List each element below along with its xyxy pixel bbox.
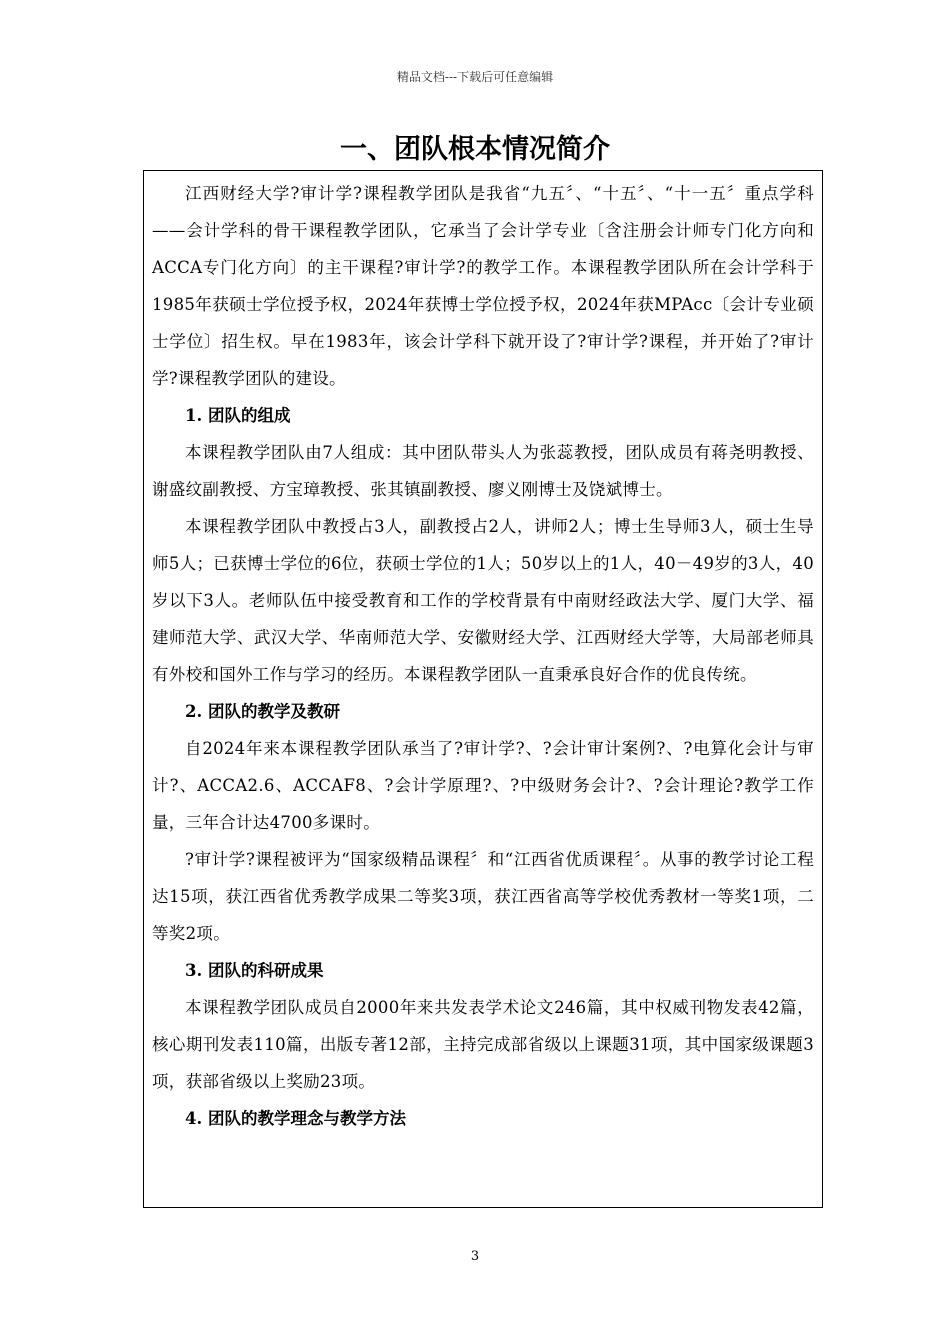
teaching-paragraph-courses: 自2024年来本课程教学团队承当了?审计学?、?会计审计案例?、?电算化会计与审计?、ACCA2.6、ACCAF8、?会计学原理?、?中级财务会计?、?会计理论?教学工作量，三年合计达4700多课时。 (152, 739, 814, 832)
section-heading-teaching: 2. 团队的教学及教研 (185, 702, 340, 721)
section-heading-composition: 1. 团队的组成 (185, 406, 291, 425)
page-number: 3 (470, 1249, 480, 1264)
page-title: 一、团队根本情况简介 (340, 134, 610, 165)
section-heading-philosophy: 4. 团队的教学理念与教学方法 (185, 1109, 406, 1128)
content-table-cell (143, 170, 823, 1208)
composition-paragraph-members: 本课程教学团队由7人组成：其中团队带头人为张蕊教授，团队成员有蒋尧明教授、谢盛纹副教授、方宝璋教授、张其镇副教授、廖义刚博士及饶斌博士。 (152, 443, 814, 499)
intro-paragraph: 江西财经大学?审计学?课程教学团队是我省“九五〞、“十五〞、“十一五〞重点学科——会计学科的骨干课程教学团队，它承当了会计学专业〔含注册会计师专门化方向和ACCA专门化方向〕的主干课程?审计学?的教学工作。本课程教学团队所在会计学科于1985年获硕士学位授予权，2024年获博士学位授予权，2024年获MPAcc〔会计专业硕士学位〕招生权。早在1983年，该会计学科下就开设了?审计学?课程，并开始了?审计学?课程教学团队的建设。 (152, 184, 814, 388)
research-paragraph: 本课程教学团队成员自2000年来共发表学术论文246篇，其中权威刊物发表42篇，核心期刊发表110篇，出版专著12部，主持完成部省级以上课题31项，其中国家级课题3项，获部省级以上奖励23项。 (152, 998, 814, 1091)
composition-paragraph-structure: 本课程教学团队中教授占3人，副教授占2人，讲师2人；博士生导师3人，硕士生导师5人；已获博士学位的6位，获硕士学位的1人；50岁以上的1人，40－49岁的3人，40岁以下3人。老师队伍中接受教育和工作的学校背景有中南财经政法大学、厦门大学、福建师范大学、武汉大学、华南师范大学、安徽财经大学、江西财经大学等，大局部老师具有外校和国外工作与学习的经历。本课程教学团队一直秉承良好合作的优良传统。 (152, 517, 814, 684)
teaching-paragraph-awards: ?审计学?课程被评为“国家级精品课程〞和“江西省优质课程〞。从事的教学讨论工程达15项，获江西省优秀教学成果二等奖3项，获江西省高等学校优秀教材一等奖1项，二等奖2项。 (152, 850, 814, 943)
page-header-note: 精品文档---下载后可任意编辑 (396, 70, 554, 84)
section-heading-research: 3. 团队的科研成果 (185, 961, 324, 980)
